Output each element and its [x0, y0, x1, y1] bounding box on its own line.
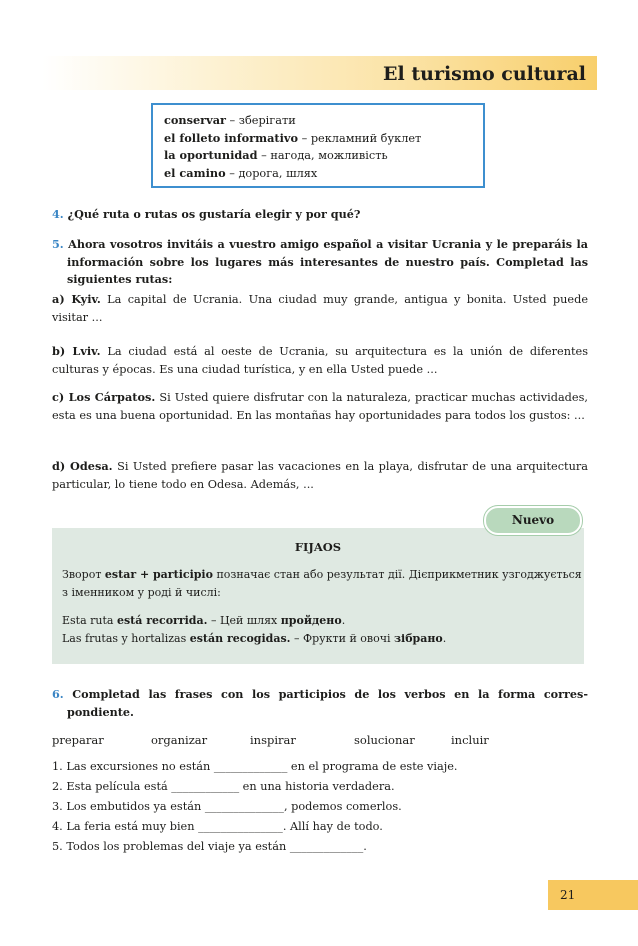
vocab-term: conservar	[164, 113, 226, 127]
task-text: Completad las frases con los participios de los verbos en la forma correspondiente.	[67, 687, 588, 719]
task-5	[52, 236, 588, 289]
route-heading: d) Odesa.	[52, 459, 113, 473]
route-heading: b) Lviv.	[52, 344, 101, 358]
example-bold: están recogidas.	[189, 632, 291, 645]
exercise-sentences	[52, 757, 588, 857]
vocabulary-box	[151, 103, 485, 188]
exercise-sentence: 4. La feria está muy bien _______________. Allí hay de todo.	[52, 820, 383, 833]
route-heading: c) Los Cárpatos.	[52, 390, 156, 404]
fijaos-text-part: позначає стан або результат дії. Дієприкметник узгоджується з іменником у роді й числі:	[62, 568, 582, 599]
task-text: Ahora vosotros invitáis a vuestro amigo español a visitar Ucrania y le preparáis la información sobre los lugares más interesantes de nuestro país. Completad las siguientes rutas:	[67, 237, 588, 286]
vocab-item	[164, 165, 473, 183]
route-text: Si Usted quiere disfrutar con la naturaleza, practicar muchas actividades, esta es una buena oportunidad. En las montañas hay oportunidades para todos los gustos: ...	[52, 391, 588, 422]
vocab-item	[164, 147, 473, 165]
example-part: – Фрукти й овочі	[290, 632, 394, 645]
route-heading: a) Kyiv.	[52, 292, 101, 306]
fijaos-title: FIJAOS	[294, 540, 342, 554]
example-part: .	[341, 614, 346, 627]
route-carpatos	[52, 388, 588, 425]
task-number: 5.	[52, 237, 64, 251]
task-6	[52, 686, 588, 721]
vocab-item	[164, 112, 473, 130]
route-lviv	[52, 342, 588, 379]
verb-option: solucionar	[354, 733, 415, 747]
fijaos-text-part: Зворот	[62, 568, 105, 581]
fijaos-explanation	[62, 566, 582, 602]
route-text: La capital de Ucrania. Una ciudad muy grande, antigua y bonita. Usted puede visitar ...	[52, 293, 589, 324]
route-kyiv	[52, 290, 588, 327]
task-number: 4.	[52, 207, 64, 221]
vocab-translation: – зберігати	[225, 114, 296, 127]
example-bold: está recorrida.	[116, 614, 208, 627]
example-bold: зібрано	[394, 632, 443, 645]
page-number: 21	[548, 880, 638, 910]
vocab-item	[164, 130, 473, 148]
fijaos-examples	[62, 612, 582, 648]
fijaos-example	[62, 612, 582, 630]
route-text: Si Usted prefiere pasar las vacaciones en la playa, disfrutar de una arquitectura particular, lo tiene todo en Odesa. Además, ...	[52, 460, 589, 491]
verb-option: incluir	[451, 733, 489, 747]
exercise-sentence: 2. Esta película está ____________ en una historia verdadera.	[52, 780, 395, 793]
vocab-term: el camino	[164, 165, 226, 180]
exercise-sentence: 1. Las excursiones no están _____________ en el programa de este viaje.	[52, 760, 458, 773]
vocab-translation: – рекламний буклет	[298, 131, 422, 145]
exercise-sentence: 3. Los embutidos ya están ______________, podemos comerlos.	[52, 800, 402, 813]
route-text: La ciudad está al oeste de Ucrania, su arquitectura es la unión de diferentes culturas y épocas. Es una ciudad turística, y en ella Usted puede ...	[52, 345, 588, 376]
example-part: .	[442, 632, 447, 645]
verb-option: organizar	[151, 733, 208, 747]
fijaos-example	[62, 630, 582, 648]
example-part: – Цей шлях	[207, 614, 281, 627]
vocab-term: el folleto informativo	[164, 130, 298, 145]
verb-option: inspirar	[250, 733, 296, 747]
route-odesa	[52, 457, 588, 494]
task-number: 6.	[52, 687, 64, 701]
verb-option: preparar	[52, 733, 104, 747]
nuevo-badge: Nuevo	[484, 506, 582, 535]
example-part: Las frutas y hortalizas	[62, 632, 190, 645]
task-text: ¿Qué ruta o rutas os gustaría elegir y por qué?	[67, 207, 361, 221]
vocab-term: la oportunidad	[164, 148, 258, 162]
vocab-translation: – нагода, можливість	[257, 149, 388, 162]
example-bold: пройдено	[280, 614, 342, 627]
exercise-sentence: 5. Todos los problemas del viaje ya están _____________.	[52, 840, 367, 853]
vocab-translation: – дорога, шлях	[225, 166, 318, 180]
example-part: Esta ruta	[62, 614, 117, 627]
page-title: El turismo cultural	[383, 63, 586, 85]
task-4	[52, 206, 588, 224]
fijaos-formula: estar + participio	[104, 568, 213, 581]
